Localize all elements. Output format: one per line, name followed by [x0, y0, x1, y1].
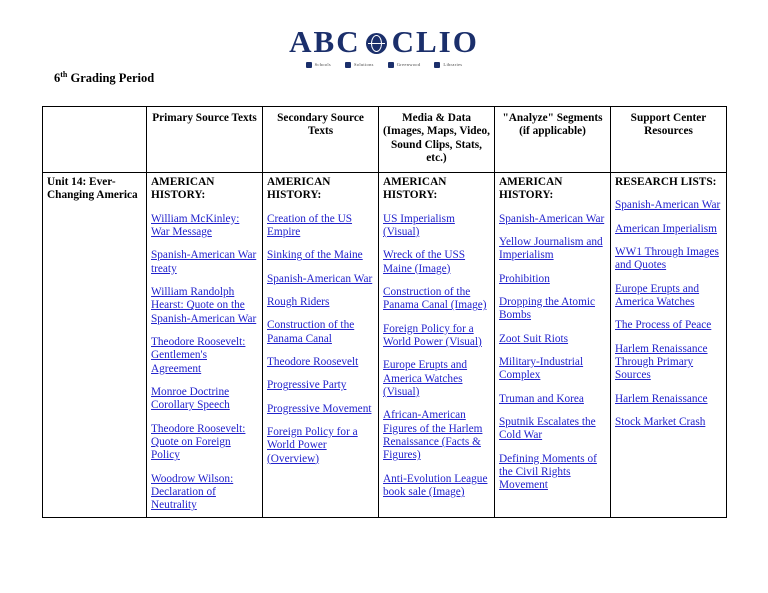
resource-link[interactable]: Rough Riders	[267, 295, 330, 308]
resource-link[interactable]: Spanish-American War	[615, 199, 721, 212]
page-title-ordinal: 6	[54, 71, 61, 86]
logo-subbrand-2: Greenwood	[388, 62, 421, 67]
resource-link[interactable]: Construction of the Panama Canal (Image)	[383, 285, 487, 312]
resource-link[interactable]: Construction of the Panama Canal	[267, 319, 355, 345]
resource-link[interactable]: Foreign Policy for a World Power (Overview)	[267, 425, 358, 465]
resource-matrix-table	[42, 106, 727, 518]
resource-link[interactable]: Theodore Roosevelt	[267, 355, 359, 368]
resource-link[interactable]: William Randolph Hearst: Quote on the Spanish-American War	[151, 285, 257, 325]
resource-link[interactable]: African-American Figures of the Harlem Renaissance (Facts & Figures)	[383, 409, 483, 462]
resource-link[interactable]: Theodore Roosevelt: Quote on Foreign Policy	[151, 422, 246, 462]
resource-link[interactable]: Woodrow Wilson: Declaration of Neutrality	[151, 472, 234, 512]
resource-link[interactable]: American Imperialism	[615, 222, 717, 235]
resource-link[interactable]: Anti-Evolution League book sale (Image)	[383, 472, 488, 498]
globe-icon	[366, 33, 387, 54]
cell-title: RESEARCH LISTS:	[615, 176, 717, 188]
cell-support-center-resources	[611, 173, 727, 518]
cell-title: AMERICAN HISTORY:	[151, 176, 215, 202]
resource-link[interactable]: US Imperialism (Visual)	[383, 212, 455, 238]
link-list	[499, 213, 606, 493]
column-header-media-and-data: Media & Data (Images, Maps, Video, Sound Clips, Stats, etc.)	[379, 107, 495, 173]
resource-link[interactable]: Harlem Renaissance	[615, 392, 708, 405]
link-list	[383, 213, 490, 500]
resource-link[interactable]: Stock Market Crash	[615, 415, 706, 428]
resource-link[interactable]: Defining Moments of the Civil Rights Movement	[499, 452, 597, 492]
resource-link[interactable]: WW1 Through Images and Quotes	[615, 245, 719, 272]
resource-link[interactable]: Spanish-American War	[499, 212, 605, 225]
resource-link[interactable]: Harlem Renaissance Through Primary Sources	[615, 342, 708, 382]
page-title-ordinal-suffix: th	[60, 70, 68, 79]
cell-primary-source-texts	[147, 173, 263, 518]
table-header-row	[43, 107, 727, 173]
resource-link[interactable]: Sinking of the Maine	[267, 249, 363, 262]
logo-lockup	[0, 26, 768, 57]
resource-link[interactable]: Wreck of the USS Maine (Image)	[383, 249, 466, 275]
resource-link[interactable]: Foreign Policy for a World Power (Visual)	[383, 322, 482, 348]
resource-link[interactable]: Yellow Journalism and Imperialism	[499, 235, 603, 262]
logo-subbrands	[0, 62, 768, 67]
resource-link[interactable]: Prohibition	[499, 272, 550, 285]
logo-text-clio: CLIO	[391, 24, 479, 59]
column-header-analyze-segments: "Analyze" Segments (if applicable)	[495, 107, 611, 173]
link-list	[615, 199, 722, 429]
resource-link[interactable]: Progressive Party	[267, 379, 347, 392]
cell-title: AMERICAN HISTORY:	[499, 176, 563, 202]
resource-link[interactable]: Europe Erupts and America Watches (Visual)	[383, 359, 468, 398]
abc-clio-logo	[0, 26, 768, 67]
resource-link[interactable]: Military-Industrial Complex	[499, 355, 584, 382]
page-title-text: Grading Period	[67, 71, 155, 86]
logo-subbrand-3: Libraries	[434, 62, 462, 67]
link-list	[151, 213, 258, 513]
link-list	[267, 213, 374, 466]
cell-media-and-data	[379, 173, 495, 518]
cell-title: AMERICAN HISTORY:	[383, 176, 447, 202]
resource-link[interactable]: Spanish-American War	[267, 272, 373, 285]
cell-secondary-source-texts	[263, 173, 379, 518]
cell-analyze-segments	[495, 173, 611, 518]
page-title	[54, 70, 154, 86]
resource-link[interactable]: Monroe Doctrine Corollary Speech	[151, 385, 230, 412]
resource-link[interactable]: Spanish-American War treaty	[151, 249, 257, 275]
column-header-support-center-resources: Support Center Resources	[611, 107, 727, 173]
resource-link[interactable]: Sputnik Escalates the Cold War	[499, 415, 596, 442]
resource-link[interactable]: Progressive Movement	[267, 402, 372, 415]
resource-link[interactable]: Theodore Roosevelt: Gentlemen's Agreement	[151, 335, 246, 375]
resource-link[interactable]: William McKinley: War Message	[151, 212, 240, 238]
resource-link[interactable]: The Process of Peace	[615, 319, 712, 332]
table-row	[43, 173, 727, 518]
unit-label: Unit 14: Ever-Changing America	[43, 173, 147, 518]
logo-subbrand-1: Solutions	[345, 62, 374, 67]
resource-link[interactable]: Zoot Suit Riots	[499, 332, 569, 345]
resource-link[interactable]: Dropping the Atomic Bombs	[499, 295, 596, 322]
column-header-primary-source-texts: Primary Source Texts	[147, 107, 263, 173]
resource-link[interactable]: Truman and Korea	[499, 392, 584, 405]
resource-link[interactable]: Europe Erupts and America Watches	[615, 282, 700, 308]
column-header-secondary-source-texts: Secondary Source Texts	[263, 107, 379, 173]
logo-subbrand-0: Schools	[306, 62, 331, 67]
resource-link[interactable]: Creation of the US Empire	[267, 212, 353, 238]
cell-title: AMERICAN HISTORY:	[267, 176, 331, 202]
logo-text-abc: ABC	[289, 24, 361, 59]
column-header-unit	[43, 107, 147, 173]
